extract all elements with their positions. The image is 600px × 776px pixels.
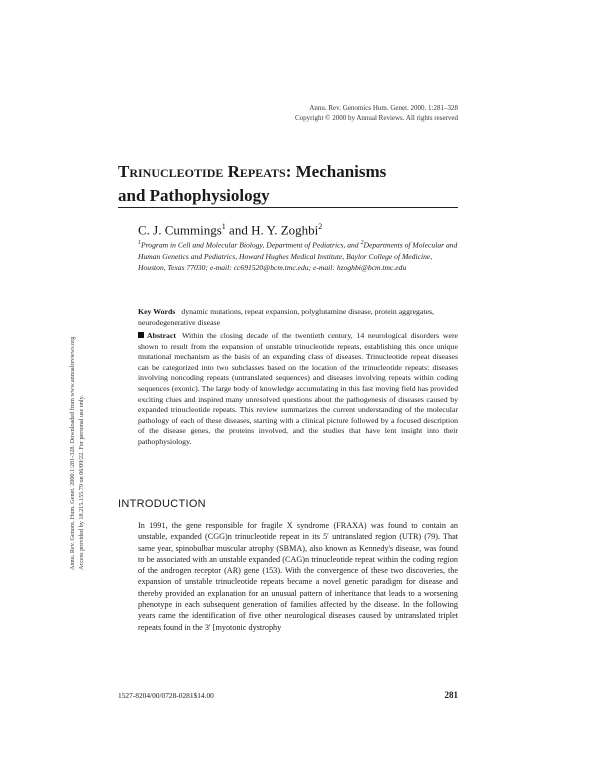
footer-code: 1527-8204/00/0728-0281$14.00 [118, 691, 214, 700]
author-1-sup: 1 [221, 222, 226, 231]
title-divider [118, 207, 458, 208]
author-joiner: and [225, 222, 252, 238]
abstract-label: Abstract [147, 331, 177, 340]
section-heading: INTRODUCTION [118, 498, 206, 510]
affil-line1: Program in Cell and Molecular Biology, Department of Pediatrics, and [141, 240, 361, 250]
author-2: H. Y. Zoghbi [251, 222, 319, 238]
journal-header [295, 103, 458, 123]
affil-sup-2: 2 [360, 240, 364, 246]
sidebar-text [68, 337, 86, 570]
affil-sup-1: 1 [138, 240, 141, 246]
title-small-caps: Trinucleotide Repeats [118, 162, 286, 181]
article-title [118, 160, 458, 208]
download-sidebar [68, 240, 88, 570]
keywords-label: Key Words [138, 307, 176, 316]
author-2-sup: 2 [318, 222, 323, 231]
title-line2: and Pathophysiology [118, 186, 270, 205]
keywords [138, 306, 458, 328]
keywords-text: dynamic mutations, repeat expansion, polyglutamine disease, protein aggregates, neurodegenerative disease [138, 307, 435, 327]
page-number: 281 [444, 690, 458, 700]
sidebar-line2: Access provided by 18.215.155.79 on 06/09/22. For personal use only. [78, 395, 85, 570]
abstract-text: Within the closing decade of the twentieth century, 14 neurological disorders were shown to result from the expansion of unstable trinucleotide repeats, establishing this once unique mutational mechanism as the basis of an expanding class of diseases. Trinucleotide repeat diseases can be categorized into two subclasses based on the location of the trinucleotide repeats: diseases involving noncoding repeats (untranslated sequences) and diseases involving repeats within coding sequences (exonic). The large body of knowledge accumulating in this fast moving field has provided exciting clues and inspired many unresolved questions about the pathogenesis of diseases caused by expanded trinucleotide repeats. This review summarizes the current understanding of the molecular pathology of each of these diseases, starting with a clinical picture followed by a focused description of the disease genes, the proteins involved, and the studies that have lent insight into their pathophysiology. [138, 331, 458, 446]
intro-paragraph: In 1991, the gene responsible for fragile X syndrome (FRAXA) was found to contain an unstable, expanded (CGG)n trinucleotide repeat in its 5′ untranslated region (UTR) (79). That same year, spinobulbar muscular atrophy (SBMA), also known as Kennedy's disease, was found to be associated with an unstable expanded (CAG)n trinucleotide repeat within the coding region of the androgen receptor (AR) gene (153). With the convergence of these two discoveries, the expansion of unstable trinucleotide repeats became a novel genetic paradigm for disease and thereby provided an explanation for an unusual pattern of inheritance that leads to a worsening phenotype in each subsequent generation of families affected by the disease. In the following years came the identification of five other neurological diseases caused by untranslated triplet repeats found in the 3′ [myotonic dystrophy [138, 521, 458, 632]
sidebar-line1: Annu. Rev. Genom. Hum. Genet. 2000.1:281-328. Downloaded from www.annualreviews.org [69, 336, 76, 570]
journal-copyright: Copyright © 2000 by Annual Reviews. All rights reserved [295, 114, 458, 122]
affiliations [138, 238, 458, 273]
abstract [138, 331, 458, 448]
author-1: C. J. Cummings [138, 222, 222, 238]
affil-line1b: Departments of Molecular and Human Genetics and Pediatrics, Howard Hughes Medical Institute, Baylor College of Medicine, Houston, Texas 77030; e-mail: cc691520@bcm.tmc.edu; e-mail: hzoghbi@bcm.tmc.edu [138, 240, 458, 272]
title-rest-line1: : Mechanisms [285, 162, 387, 181]
journal-citation: Annu. Rev. Genomics Hum. Genet. 2000. 1:281–328 [309, 104, 458, 112]
square-bullet-icon [138, 332, 144, 338]
authors [138, 222, 322, 238]
